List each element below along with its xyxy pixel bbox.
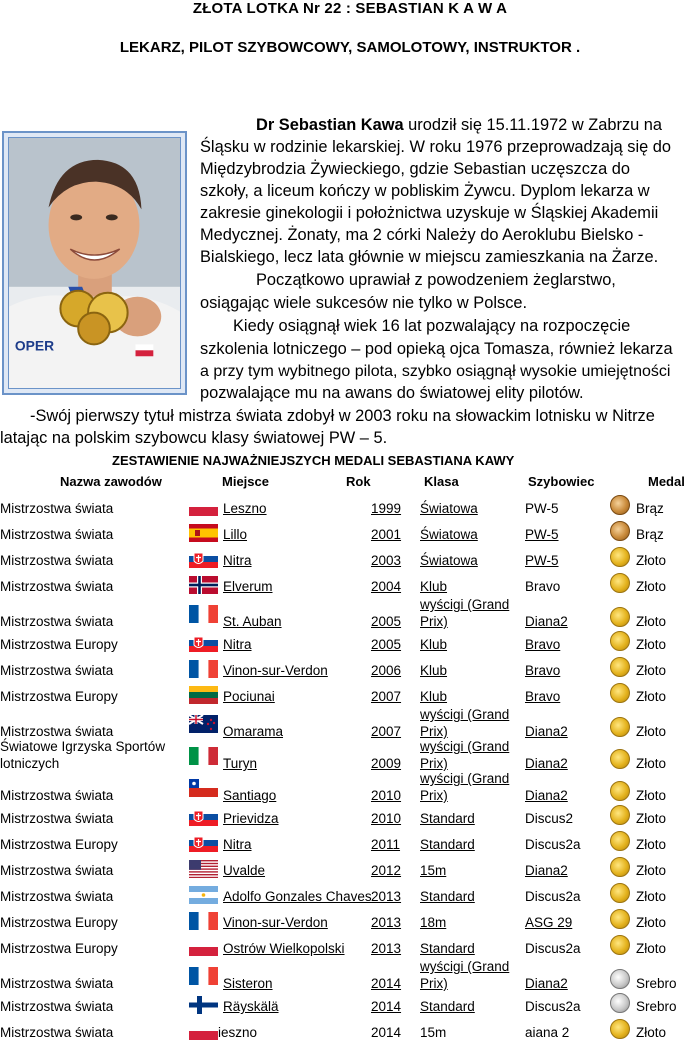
- table-row: [0, 739, 700, 771]
- table-row: [0, 707, 700, 739]
- cell-year: 2011: [371, 837, 401, 852]
- bio-line-8: Początkowo uprawiał z powodzeniem żeglarstwo,: [256, 271, 616, 289]
- gold-medal-icon: [610, 883, 630, 903]
- country-flag-icon: [189, 1022, 218, 1040]
- cell-competition-name: Mistrzostwa świata: [0, 724, 114, 739]
- cell-medal: Złoto: [636, 637, 667, 652]
- cell-glider: Diana2: [525, 863, 568, 878]
- country-flag-icon: [189, 779, 218, 797]
- gold-medal-icon: [610, 749, 630, 769]
- cell-class: Klub: [420, 689, 448, 704]
- table-row: [0, 885, 700, 911]
- cell-place: Lillo: [223, 527, 248, 542]
- cell-medal: Złoto: [636, 553, 667, 568]
- cell-class: Klub: [420, 579, 448, 594]
- cell-glider: Discus2a: [525, 837, 581, 852]
- cell-medal: Złoto: [636, 724, 667, 739]
- col-header-class: Klasa: [424, 474, 459, 489]
- cell-medal: Złoto: [636, 889, 667, 904]
- cell-place: St. Auban: [223, 614, 282, 629]
- table-row: [0, 807, 700, 833]
- document-subtitle: LEKARZ, PILOT SZYBOWCOWY, SAMOLOTOWY, INSTRUKTOR .: [119, 39, 581, 56]
- cell-competition-name: Mistrzostwa świata: [0, 811, 114, 826]
- table-row: [0, 859, 700, 885]
- country-flag-icon: [189, 886, 218, 904]
- cell-glider: Diana2: [525, 756, 568, 771]
- table-row: [0, 497, 700, 523]
- gold-medal-icon: [610, 717, 630, 737]
- bio-line-6: Medycznej. Żonaty, ma 2 córki Należy do Aeroklubu Bielsko -: [200, 226, 644, 244]
- cell-competition-name: Mistrzostwa świata: [0, 614, 114, 629]
- cell-class-line1: wyścigi (Grand: [420, 597, 510, 612]
- cell-glider: PW-5: [525, 527, 559, 542]
- gold-medal-icon: [610, 935, 630, 955]
- cell-glider: Bravo: [525, 579, 561, 594]
- cell-class: Standard: [420, 837, 475, 852]
- col-header-medal: Medal: [648, 474, 685, 489]
- col-header-name: Nazwa zawodów: [60, 474, 162, 489]
- cell-class-line1: wyścigi (Grand: [420, 771, 510, 786]
- cell-glider: aiana 2: [525, 1025, 570, 1040]
- gold-medal-icon: [610, 547, 630, 567]
- table-row: [0, 659, 700, 685]
- cell-medal: Złoto: [636, 788, 667, 803]
- cell-place: Nitra: [223, 837, 252, 852]
- table-row: [0, 575, 700, 601]
- country-flag-icon: [189, 686, 218, 704]
- cell-class: Klub: [420, 637, 448, 652]
- table-row: [0, 685, 700, 711]
- cell-place: Turyn: [223, 756, 258, 771]
- cell-glider: PW-5: [525, 553, 559, 568]
- cell-competition-name: Mistrzostwa świata: [0, 889, 114, 904]
- cell-glider: Bravo: [525, 637, 561, 652]
- cell-medal: Srebro: [636, 976, 677, 991]
- cell-year: 2005: [371, 637, 402, 652]
- cell-competition-name: Mistrzostwa Europy: [0, 689, 118, 704]
- cell-place: Prievidza: [223, 811, 279, 826]
- cell-class: Światowa: [420, 553, 478, 568]
- cell-class: Standard: [420, 889, 475, 904]
- silver-medal-icon: [610, 993, 630, 1013]
- cell-class: Klub: [420, 663, 448, 678]
- cell-class: 15m: [420, 863, 447, 878]
- cell-medal: Złoto: [636, 663, 667, 678]
- cell-competition-name: Mistrzostwa Europy: [0, 915, 118, 930]
- cell-class: Światowa: [420, 527, 478, 542]
- cell-medal: Brąz: [636, 527, 664, 542]
- cell-year: 2004: [371, 579, 402, 594]
- cell-year: 2009: [371, 756, 402, 771]
- cell-class: Prix): [420, 756, 448, 771]
- cell-class: Standard: [420, 999, 475, 1014]
- cell-place: Sisteron: [223, 976, 273, 991]
- gold-medal-icon: [610, 1019, 630, 1039]
- country-flag-icon: [189, 524, 218, 542]
- bronze-medal-icon: [610, 495, 630, 515]
- country-flag-icon: [189, 967, 218, 985]
- bio-line-2: Śląsku w rodzinie lekarskiej. W roku 1976 przeprowadzają się do: [200, 138, 671, 156]
- cell-place: Uvalde: [223, 863, 266, 878]
- cell-class: 18m: [420, 915, 447, 930]
- cell-place: Räyskälä: [223, 999, 279, 1014]
- cell-competition-name-line1: Światowe Igrzyska Sportów: [0, 739, 166, 754]
- col-header-glider: Szybowiec: [528, 474, 595, 489]
- cell-competition-name: Mistrzostwa Europy: [0, 637, 118, 652]
- cell-competition-name: lotniczych: [0, 756, 60, 771]
- country-flag-icon: [189, 576, 218, 594]
- table-row: [0, 597, 700, 629]
- cell-medal: Złoto: [636, 756, 667, 771]
- cell-place: Ostrów Wielkopolski: [223, 941, 345, 956]
- cell-class: Standard: [420, 941, 475, 956]
- cell-place: ieszno: [218, 1025, 258, 1040]
- document-title: ZŁOTA LOTKA Nr 22 : SEBASTIAN K A W A: [192, 0, 508, 17]
- cell-competition-name: Mistrzostwa Europy: [0, 837, 118, 852]
- cell-place: Santiago: [223, 788, 277, 803]
- cell-competition-name: Mistrzostwa świata: [0, 863, 114, 878]
- gold-medal-icon: [610, 657, 630, 677]
- cell-class: Prix): [420, 788, 448, 803]
- gold-medal-icon: [610, 631, 630, 651]
- cell-year: 2007: [371, 724, 402, 739]
- cell-year: 2007: [371, 689, 402, 704]
- bio-line-5: zakresie ginekologii i położnictwa uzyskuje w Śląskiej Akademii: [200, 204, 659, 222]
- cell-class: Standard: [420, 811, 475, 826]
- cell-medal: Złoto: [636, 579, 667, 594]
- country-flag-icon: [189, 747, 218, 765]
- cell-place: Nitra: [223, 553, 252, 568]
- country-flag-icon: [189, 860, 218, 878]
- cell-year: 2001: [371, 527, 402, 542]
- cell-glider: ASG 29: [525, 915, 573, 930]
- table-row: [0, 1021, 700, 1042]
- cell-class-line1: wyścigi (Grand: [420, 707, 510, 722]
- gold-medal-icon: [610, 857, 630, 877]
- col-header-year: Rok: [346, 474, 371, 489]
- cell-glider: Diana2: [525, 788, 568, 803]
- country-flag-icon: [189, 498, 218, 516]
- gold-medal-icon: [610, 805, 630, 825]
- country-flag-icon: [189, 808, 218, 826]
- bio-line-11: szkolenia lotniczego – pod opieką ojca Tomasza, również lekarza: [200, 340, 673, 358]
- portrait-illustration: [9, 138, 180, 388]
- portrait-photo: [2, 131, 187, 395]
- cell-class: 15m: [420, 1025, 447, 1040]
- cell-medal: Brąz: [636, 501, 664, 516]
- table-row: [0, 549, 700, 575]
- table-row: [0, 833, 700, 859]
- cell-competition-name: Mistrzostwa świata: [0, 663, 114, 678]
- gold-medal-icon: [610, 909, 630, 929]
- bio-line-1: [256, 115, 662, 137]
- cell-year: 2013: [371, 889, 402, 904]
- cell-place: Leszno: [223, 501, 267, 516]
- cell-glider: Diana2: [525, 724, 568, 739]
- table-row: [0, 995, 700, 1021]
- cell-glider: Discus2a: [525, 941, 581, 956]
- cell-year: 1999: [371, 501, 402, 516]
- cell-year: 2005: [371, 614, 402, 629]
- cell-year: 2010: [371, 811, 402, 826]
- cell-place: Adolfo Gonzales Chaves: [223, 889, 372, 904]
- table-row: [0, 523, 700, 549]
- country-flag-icon: [189, 634, 218, 652]
- cell-glider: Discus2: [525, 811, 574, 826]
- cell-year: 2006: [371, 663, 402, 678]
- shirt-text: OPER: [14, 337, 55, 354]
- bio-line-12: a przy tym wybitnego pilota, szybko osiągnął wysokie umiejętności: [200, 363, 671, 380]
- bio-name: Dr Sebastian Kawa: [256, 116, 404, 134]
- country-flag-icon: [189, 912, 218, 930]
- cell-competition-name: Mistrzostwa świata: [0, 579, 114, 594]
- cell-place: Pociunai: [223, 689, 275, 704]
- cell-year: 2010: [371, 788, 402, 803]
- cell-place: Elverum: [223, 579, 273, 594]
- bio-line-1-text: urodził się 15.11.1972 w Zabrzu na: [408, 116, 663, 134]
- silver-medal-icon: [610, 969, 630, 989]
- cell-year: 2014: [371, 1025, 402, 1040]
- cell-place: Omarama: [223, 724, 284, 739]
- cell-medal: Złoto: [636, 811, 667, 826]
- col-header-place: Miejsce: [222, 474, 269, 489]
- cell-glider: Discus2a: [525, 889, 581, 904]
- cell-year: 2014: [371, 976, 402, 991]
- bio-line-14: -Swój pierwszy tytuł mistrza świata zdobył w 2003 roku na słowackim lotnisku w Nitrze: [30, 407, 655, 425]
- bio-line-7: Bialskiego, lecz lata głównie w miejscu zamieszkania na Żarze.: [200, 248, 659, 266]
- cell-class: Światowa: [420, 501, 478, 516]
- cell-competition-name: Mistrzostwa świata: [0, 1025, 114, 1040]
- country-flag-icon: [189, 715, 218, 733]
- country-flag-icon: [189, 996, 218, 1014]
- cell-competition-name: Mistrzostwa świata: [0, 501, 114, 516]
- cell-glider: Bravo: [525, 663, 561, 678]
- bio-line-13: pozwalające mu na awans do światowej elity pilotów.: [200, 384, 584, 402]
- cell-year: 2013: [371, 915, 402, 930]
- cell-competition-name: Mistrzostwa Europy: [0, 941, 118, 956]
- cell-competition-name: Mistrzostwa świata: [0, 788, 114, 803]
- bio-line-4: szkoły, a liceum kończy w pobliskim Żywcu. Dyplom lekarza w: [200, 182, 650, 200]
- cell-glider: Bravo: [525, 689, 561, 704]
- cell-class-line1: wyścigi (Grand: [420, 739, 510, 754]
- gold-medal-icon: [610, 607, 630, 627]
- cell-medal: Złoto: [636, 689, 667, 704]
- country-flag-icon: [189, 834, 218, 852]
- cell-medal: Złoto: [636, 915, 667, 930]
- gold-medal-icon: [610, 573, 630, 593]
- cell-place: Vinon-sur-Verdon: [223, 915, 328, 930]
- cell-class: Prix): [420, 724, 448, 739]
- cell-medal: Złoto: [636, 863, 667, 878]
- cell-medal: Złoto: [636, 837, 667, 852]
- cell-place: Vinon-sur-Verdon: [223, 663, 328, 678]
- cell-year: 2012: [371, 863, 402, 878]
- cell-medal: Złoto: [636, 614, 667, 629]
- country-flag-icon: [189, 938, 218, 956]
- bio-line-3: Międzybrodzia Żywieckiego, gdzie Sebastian uczęszcza do: [200, 160, 631, 178]
- gold-medal-icon: [610, 781, 630, 801]
- cell-medal: Złoto: [636, 941, 667, 956]
- table-title: ZESTAWIENIE NAJWAŻNIEJSZYCH MEDALI SEBASTIANA KAWY: [112, 453, 515, 468]
- cell-class-line1: wyścigi (Grand: [420, 959, 510, 974]
- cell-year: 2013: [371, 941, 402, 956]
- bronze-medal-icon: [610, 521, 630, 541]
- cell-medal: Złoto: [636, 1025, 667, 1040]
- country-flag-icon: [189, 550, 218, 568]
- cell-class: Prix): [420, 976, 448, 991]
- cell-competition-name: Mistrzostwa świata: [0, 976, 114, 991]
- bio-line-15: latając na polskim szybowcu klasy światowej PW – 5.: [0, 429, 388, 447]
- cell-glider: Discus2a: [525, 999, 581, 1014]
- cell-glider: Diana2: [525, 614, 568, 629]
- gold-medal-icon: [610, 831, 630, 851]
- bio-line-10: Kiedy osiągnął wiek 16 lat pozwalający na rozpoczęcie: [233, 317, 631, 335]
- table-row: [0, 633, 700, 659]
- country-flag-icon: [189, 660, 218, 678]
- cell-competition-name: Mistrzostwa świata: [0, 553, 114, 568]
- bio-line-9: osiągając wiele sukcesów nie tylko w Polsce.: [200, 294, 528, 312]
- cell-glider: Diana2: [525, 976, 568, 991]
- cell-competition-name: Mistrzostwa świata: [0, 527, 114, 542]
- cell-medal: Srebro: [636, 999, 677, 1014]
- country-flag-icon: [189, 605, 218, 623]
- cell-class: Prix): [420, 614, 448, 629]
- table-row: [0, 959, 700, 991]
- cell-glider: PW-5: [525, 501, 559, 516]
- table-row: [0, 771, 700, 803]
- cell-place: Nitra: [223, 637, 252, 652]
- cell-year: 2014: [371, 999, 402, 1014]
- table-row: [0, 911, 700, 937]
- cell-competition-name: Mistrzostwa świata: [0, 999, 114, 1014]
- gold-medal-icon: [610, 683, 630, 703]
- cell-year: 2003: [371, 553, 402, 568]
- table-row: [0, 937, 700, 963]
